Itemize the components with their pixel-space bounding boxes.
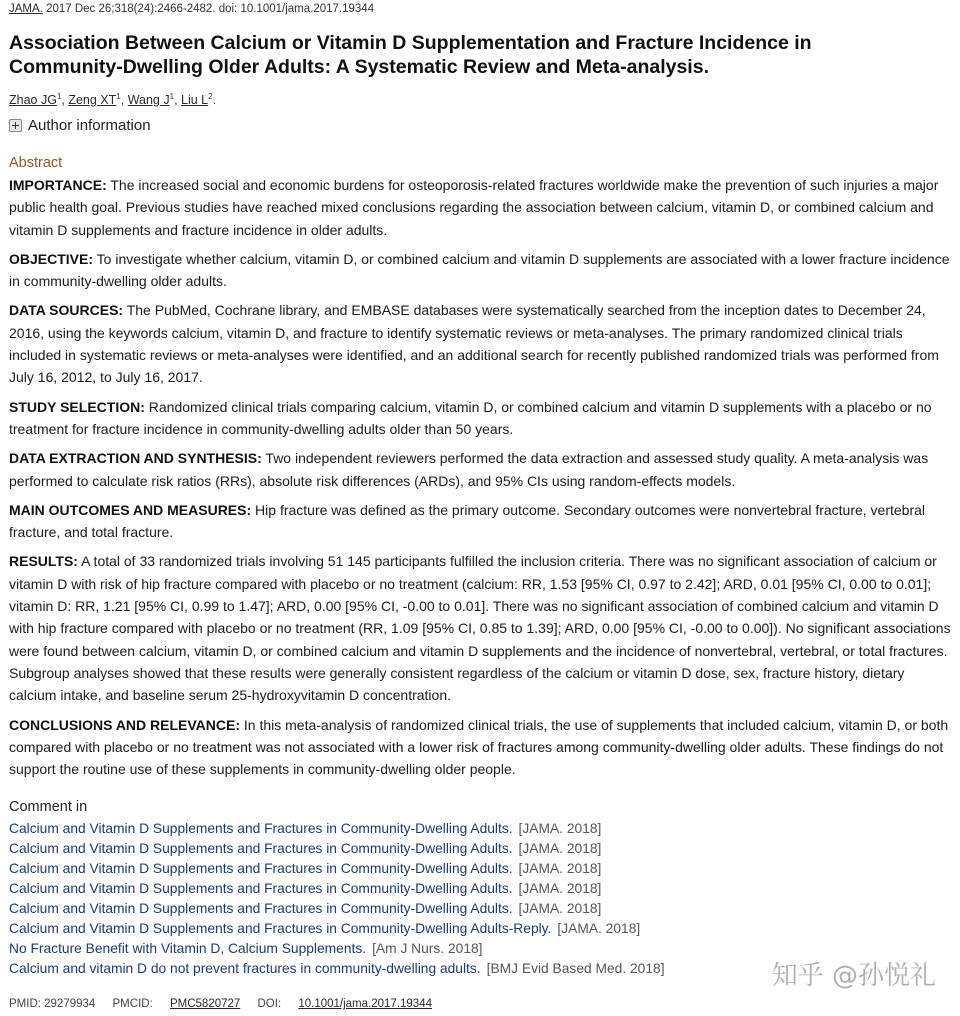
pmcid-link[interactable]: PMC5820727 — [169, 998, 241, 1010]
author-affiliation-number: 1 — [56, 92, 62, 101]
comment-item — [9, 839, 769, 859]
author-information-toggle[interactable] — [9, 117, 151, 134]
comment-item — [9, 959, 769, 979]
author-link[interactable]: Wang J — [127, 93, 170, 108]
doi-group — [258, 998, 433, 1010]
comment-in-heading: Comment in — [9, 799, 88, 815]
pmid: PMID: 29279934 — [9, 998, 96, 1010]
comment-link[interactable]: No Fracture Benefit with Vitamin D, Calcium Supplements. — [9, 941, 367, 956]
comment-source: [JAMA. 2018] — [518, 821, 602, 836]
abstract-section-data-extraction: DATA EXTRACTION AND SYNTHESIS: Two independent reviewers performed the data extraction and assessed study quality. A meta-analysis was performed to calculate risk ratios (RRs), absolute risk differences (ARDs), and 95% CIs using random-effects models. — [9, 450, 929, 489]
abstract-section-outcomes: MAIN OUTCOMES AND MEASURES: Hip fracture was defined as the primary outcome. Secondary outcomes were nonvertebral fracture, vertebral fracture, and total fracture. — [9, 501, 926, 541]
author-item: Liu $L^2$. — [181, 92, 217, 108]
citation-details: 2017 Dec 26;318(24):2466-2482. doi: 10.1001/jama.2017.19344 — [46, 3, 375, 15]
author-affiliation-number: 1 — [116, 92, 121, 101]
author-link[interactable]: Liu L — [181, 93, 209, 108]
comment-link[interactable]: Calcium and vitamin D do not prevent fractures in community-dwelling adults. — [9, 961, 481, 976]
comment-source: [BMJ Evid Based Med. 2018] — [486, 961, 665, 976]
author-item: Zeng $XT^1$, — [68, 92, 128, 108]
comment-source: [JAMA. 2018] — [518, 901, 602, 916]
expand-plus-icon[interactable] — [9, 119, 22, 132]
comment-source: [Am J Nurs. 2018] — [372, 941, 483, 956]
abstract-section-importance: IMPORTANCE: The increased social and economic burdens for osteoporosis-related fractures worldwide make the prevention of such injuries a major public health goal. Previous studies have reached mixed conclusions regarding the association between calcium, vitamin D, or combined calcium and vitamin D supplements and fracture incidence in older adults. — [9, 177, 939, 238]
abstract-body — [9, 174, 954, 787]
comment-item — [9, 899, 769, 919]
abstract-heading: Abstract — [9, 155, 63, 171]
author-affiliation-number: 1 — [169, 92, 175, 101]
doi-label: DOI: — [257, 998, 282, 1010]
comment-source: [JAMA. 2018] — [518, 841, 602, 856]
pmcid-group — [113, 998, 241, 1010]
comment-list — [9, 819, 769, 979]
doi-link[interactable]: 10.1001/jama.2017.19344 — [298, 998, 432, 1010]
comment-source: [JAMA. 2018] — [518, 881, 602, 896]
abstract-section-study-selection: STUDY SELECTION: Randomized clinical trials comparing calcium, vitamin D, or combined calcium and vitamin D supplements with a placebo or no treatment for fracture incidence in community-dwelling adults older than 50 years. — [9, 398, 932, 437]
author-information-label: Author information — [28, 117, 151, 134]
abstract-section-conclusions: CONCLUSIONS AND RELEVANCE: In this meta-analysis of randomized clinical trials, the use of supplements that included calcium, vitamin D, or both compared with placebo or no treatment was not associated with a lower risk of fractures among community-dwelling older adults. These findings do not support the routine use of these supplements in community-dwelling older people. — [9, 716, 949, 778]
abstract-section-objective: OBJECTIVE: To investigate whether calcium, vitamin D, or combined calcium and vitamin D supplements are associated with a lower fracture incidence in community-dwelling older adults. — [9, 250, 950, 290]
comment-item — [9, 819, 769, 839]
pmcid-label: PMCID: — [112, 998, 153, 1010]
abstract-section-data-sources: DATA SOURCES: The PubMed, Cochrane library, and EMBASE databases were systematically searched from the inception dates to December 24, 2016, using the keywords calcium, vitamin D, and fracture to identify systematic reviews or meta-analyses. The primary randomized clinical trials included in systematic reviews or meta-analyses were identified, and an additional search for recently published randomized trials was performed from July 16, 2012, to July 16, 2017. — [9, 302, 939, 386]
comment-item — [9, 859, 769, 879]
comment-link[interactable]: Calcium and Vitamin D Supplements and Fractures in Community-Dwelling Adults. — [9, 841, 513, 856]
comment-item — [9, 919, 769, 939]
citation-line — [9, 3, 374, 15]
author-item: Wang $J^1$, — [127, 92, 182, 108]
comment-link[interactable]: Calcium and Vitamin D Supplements and Fractures in Community-Dwelling Adults. — [9, 901, 513, 916]
comment-source: [JAMA. 2018] — [518, 861, 602, 876]
author-list — [9, 92, 216, 107]
author-link[interactable]: Zhao JG — [9, 93, 57, 108]
comment-link[interactable]: Calcium and Vitamin D Supplements and Fractures in Community-Dwelling Adults. — [9, 861, 513, 876]
article-title: Association Between Calcium or Vitamin D Supplementation and Fracture Incidence in Community-Dwelling Older Adults: A Systematic Review and Meta-analysis. — [9, 32, 812, 78]
author-affiliation-number: 2 — [208, 92, 213, 101]
comment-link[interactable]: Calcium and Vitamin D Supplements and Fractures in Community-Dwelling Adults. — [9, 821, 513, 836]
comment-item — [9, 939, 769, 959]
abstract-section-results: RESULTS: A total of 33 randomized trials involving 51 145 participants fulfilled the inclusion criteria. There was no significant association of calcium or vitamin D with risk of hip fracture compared with placebo or no treatment (calcium: RR, 1.53 [95% CI, 0.97 to 2.42]; ARD, 0.01 [95% CI, 0.00 to 0.01]; vitamin D: RR, 1.21 [95% CI, 0.99 to 1.47]; ARD, 0.00 [95% CI, -0.00 to 0.01]. There was no significant association of combined calcium and vitamin D with hip fracture compared with placebo or no treatment (RR, 1.09 [95% CI, 0.85 to 1.39]; ARD, 0.00 [95% CI, -0.00 to 0.00]). No significant associations were found between calcium, vitamin D, or combined calcium and vitamin D supplements and the incidence of nonvertebral, vertebral, or total fractures. Subgroup analyses showed that these results were generally consistent regardless of the calcium or vitamin D dose, sex, fracture history, dietary calcium intake, and baseline serum 25-hydroxyvitamin D concentration. — [9, 553, 951, 704]
comment-source: [JAMA. 2018] — [557, 921, 641, 936]
author-link[interactable]: Zeng XT — [68, 93, 117, 108]
comment-item — [9, 879, 769, 899]
zhihu-watermark: 知乎 @孙悦礼 — [771, 961, 936, 991]
comment-link[interactable]: Calcium and Vitamin D Supplements and Fractures in Community-Dwelling Adults. — [9, 881, 513, 896]
identifier-line — [9, 998, 446, 1010]
journal-link[interactable]: JAMA. — [9, 3, 43, 15]
author-item: Zhao $JG^1$, — [9, 92, 69, 108]
comment-link[interactable]: Calcium and Vitamin D Supplements and Fractures in Community-Dwelling Adults-Reply. — [9, 921, 552, 936]
